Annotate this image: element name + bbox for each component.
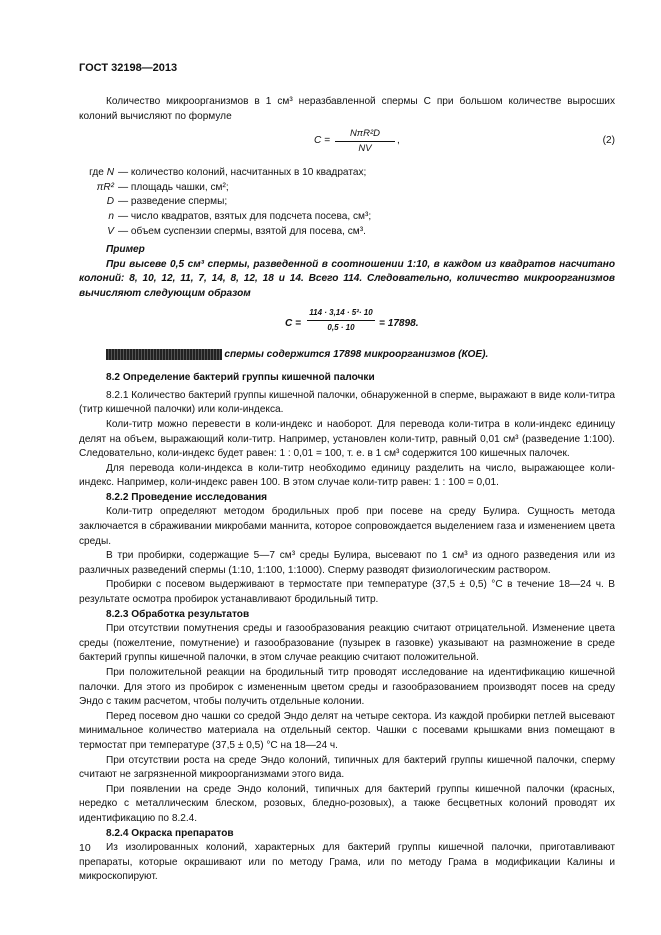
document-header: ГОСТ 32198—2013	[79, 62, 178, 74]
variable-desc: — объем суспензии спермы, взятой для посева, см³.	[118, 225, 366, 237]
paragraph: При появлении на среде Эндо колоний, типичных для бактерий группы кишечной палочки (красных, нередко с металлическим блеском, розовых, бледно-розовых), а также бесцветных колоний проводят их идентификацию по 8.2.4.	[79, 783, 615, 824]
variable-row	[79, 210, 615, 225]
formula-2	[79, 128, 615, 164]
intro-paragraph: Количество микроорганизмов в 1 см³ неразбавленной спермы C при большом количестве выросших колоний вычисляют по формуле	[79, 96, 615, 122]
variable-symbol: V	[107, 225, 114, 237]
paragraph: Коли-титр определяют методом бродильных проб при посеве на среду Булира. Сущность метода заключается в сбраживании микробами маннита, которое сопровождается выделением газа и изменением цвета среды.	[79, 506, 615, 547]
example-formula-denominator: 0,5 · 10	[327, 322, 355, 332]
paragraph: Из изолированных колоний, характерных для бактерий группы кишечной палочки, приготавливают препараты, которые окрашивают или по методу Грама, или по методу Грама в модификации Калины и микроскопируют.	[79, 842, 615, 883]
obscured-text	[106, 349, 222, 360]
section-title-8-2-4: 8.2.4 Окраска препаратов	[106, 827, 234, 839]
variable-desc: — число квадратов, взятых для подсчета посева, см³;	[118, 210, 372, 222]
fraction-bar	[335, 141, 395, 142]
example-formula	[79, 308, 615, 342]
example-text: При высеве 0,5 см³ спермы, разведенной в соотношении 1:10, в каждом из квадратов насчитано колоний: 8, 10, 12, 11, 7, 14, 8, 12, 18 и 14. Всего 114. Следовательно, количество микроорганизмов вычисляют следующим образом	[79, 258, 615, 299]
variable-row	[79, 166, 615, 181]
section-title-8-2: 8.2 Определение бактерий группы кишечной палочки	[106, 372, 375, 384]
paragraph: При отсутствии помутнения среды и газообразования реакцию считают отрицательной. Изменение цвета среды (пожелтение, помутнение) и газообразование (пузырек в газовке) указывают на размножение в среде бактерий группы кишечной палочки, в этом случае реакцию считают положительной.	[79, 623, 615, 664]
variable-list	[79, 166, 615, 239]
paragraph: В три пробирки, содержащие 5—7 см³ среды Булира, высевают по 1 см³ из одного разведения или из различных разведений спермы (1:10, 1:100, 1:1000). Сперму разводят физиологическим раствором.	[79, 550, 615, 576]
example-result: спермы содержится 17898 микроорганизмов (КОЕ).	[79, 348, 615, 363]
fraction-bar	[307, 320, 375, 321]
variable-symbol: где N	[89, 167, 114, 179]
formula-comma: ,	[397, 135, 400, 147]
variable-symbol: πR²	[96, 181, 114, 193]
paragraph: 8.2.1 Количество бактерий группы кишечной палочки, обнаруженной в сперме, выражают в виде коли-титра (титр кишечной палочки) или коли-индекса.	[79, 389, 615, 416]
paragraph: Перед посевом дно чашки со средой Эндо делят на четыре сектора. Из каждой пробирки петлей высевают минимальное количество материала на отдельный сектор. Чашки с посевами крышками вниз помещают в термостат при температуре (37,5 ± 0,5) °С на 18—24 ч.	[79, 710, 615, 751]
formula-lhs: C =	[314, 135, 330, 147]
paragraph: Коли-титр можно перевести в коли-индекс и наоборот. Для перевода коли-титра в коли-индекс единицу делят на объем, выражающий коли-титр. Например, установлен коли-титр, равный 0,01 см³ (разведение 1:100). Следовательно, коли-индекс будет равен: 1 : 0,01 = 100, т. е. в 1 см³ содержится 100 кишечных палочек.	[79, 418, 615, 460]
formula-number: (2)	[602, 135, 615, 147]
section-title-8-2-2: 8.2.2 Проведение исследования	[106, 491, 268, 503]
paragraph: При отсутствии роста на среде Эндо колоний, типичных для бактерий группы кишечной палочки, сперму считают не загрязненной микроорганизмами этого вида.	[79, 754, 615, 781]
section-title-8-2-3: 8.2.3 Обработка результатов	[106, 608, 250, 620]
variable-desc: — площадь чашки, см²;	[118, 181, 229, 193]
variable-desc: — разведение спермы;	[118, 196, 228, 208]
formula-numerator: NπR²D	[349, 128, 381, 140]
example-formula-numerator: 114 · 3,14 · 5²· 10	[309, 307, 373, 317]
formula-fraction	[335, 128, 395, 155]
formula-denominator: NV	[358, 143, 372, 155]
variable-desc: — количество колоний, насчитанных в 10 квадратах;	[118, 167, 367, 179]
variable-symbol: D	[106, 196, 114, 208]
variable-symbol: n	[108, 210, 114, 222]
paragraph: Для перевода коли-индекса в коли-титр необходимо единицу разделить на число, выражающее коли-индекс. Например, коли-индекс равен 100. В этом случае коли-титр равен: 1 : 100 = 0,01.	[79, 462, 615, 489]
paragraph: Пробирки с посевом выдерживают в термостате при температуре (37,5 ± 0,5) °С в течение 18—24 ч. В результате осмотра пробирок устанавливают бродильный титр.	[79, 579, 615, 606]
variable-row	[79, 181, 615, 196]
page-number: 10	[79, 842, 91, 854]
example-formula-result: = 17898.	[379, 317, 419, 329]
variable-row	[79, 195, 615, 210]
example-heading: Пример	[106, 244, 145, 256]
variable-row	[79, 225, 615, 240]
document-body	[79, 95, 615, 885]
example-formula-lhs: C =	[285, 317, 301, 329]
paragraph: При положительной реакции на бродильный титр проводят исследование на идентификацию кишечной палочки. Для этого из пробирок с измененным цветом среды и газообразованием производят посев на среду Эндо с таким расчетом, чтобы получить отдельные колонии.	[79, 667, 615, 708]
example-formula-fraction	[307, 308, 375, 333]
